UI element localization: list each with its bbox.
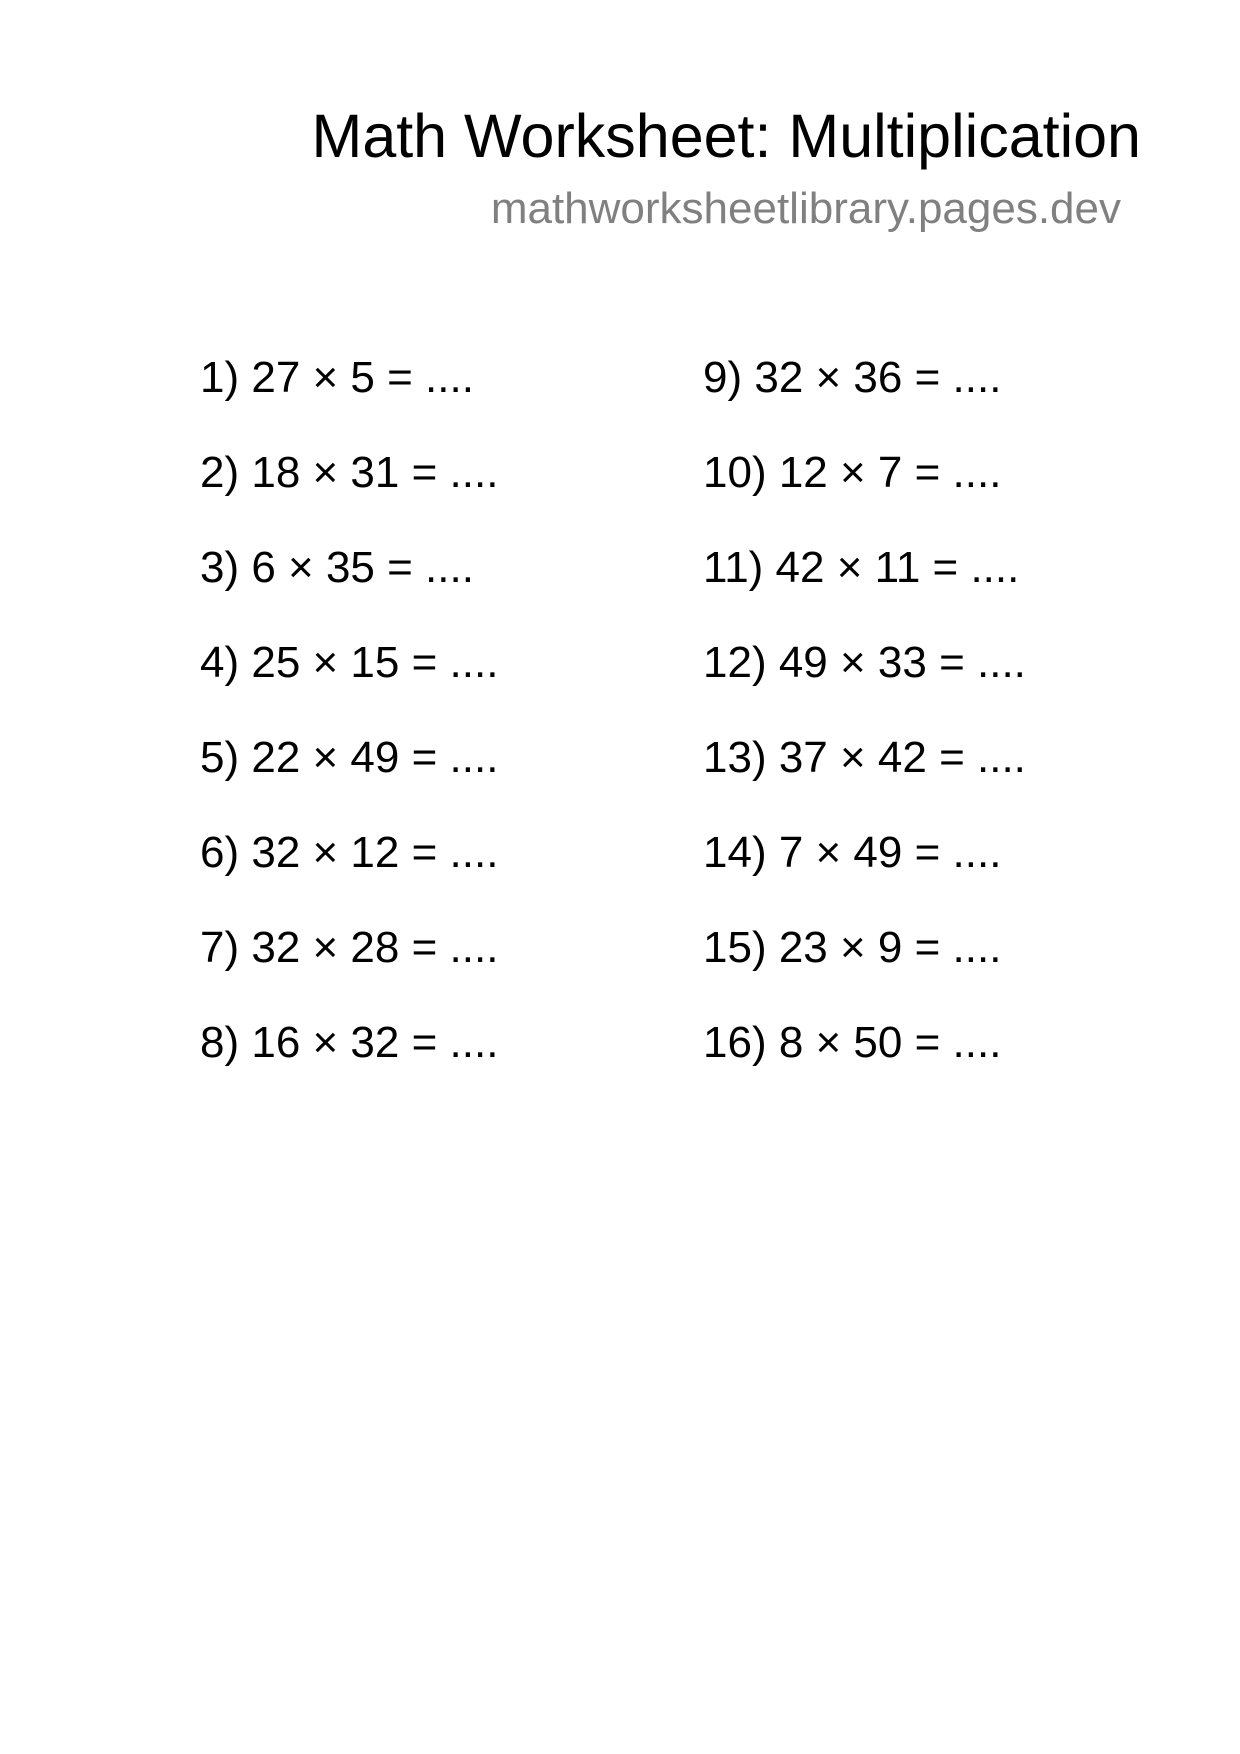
problem-6: 6) 32 × 12 = .... <box>200 828 499 877</box>
problem-7: 7) 32 × 28 = .... <box>200 923 499 972</box>
problem-12: 12) 49 × 33 = .... <box>703 638 1026 687</box>
problems-column-left <box>200 348 498 1108</box>
problem-5: 5) 22 × 49 = .... <box>200 733 499 782</box>
problem-3: 3) 6 × 35 = .... <box>200 543 474 592</box>
problem-2: 2) 18 × 31 = .... <box>200 448 499 497</box>
problem-8: 8) 16 × 32 = .... <box>200 1018 499 1067</box>
page-title: Math Worksheet: Multiplication <box>311 102 1141 170</box>
problem-11: 11) 42 × 11 = .... <box>703 543 1020 592</box>
problem-10: 10) 12 × 7 = .... <box>703 448 1002 497</box>
problem-1: 1) 27 × 5 = .... <box>200 353 474 402</box>
problem-16: 16) 8 × 50 = .... <box>703 1018 1002 1067</box>
problem-13: 13) 37 × 42 = .... <box>703 733 1026 782</box>
problems-column-right <box>703 348 1026 1108</box>
problem-15: 15) 23 × 9 = .... <box>703 923 1002 972</box>
problem-4: 4) 25 × 15 = .... <box>200 638 499 687</box>
website-url: mathworksheetlibrary.pages.dev <box>490 184 1121 233</box>
problem-9: 9) 32 × 36 = .... <box>703 353 1002 402</box>
problem-14: 14) 7 × 49 = .... <box>703 828 1002 877</box>
